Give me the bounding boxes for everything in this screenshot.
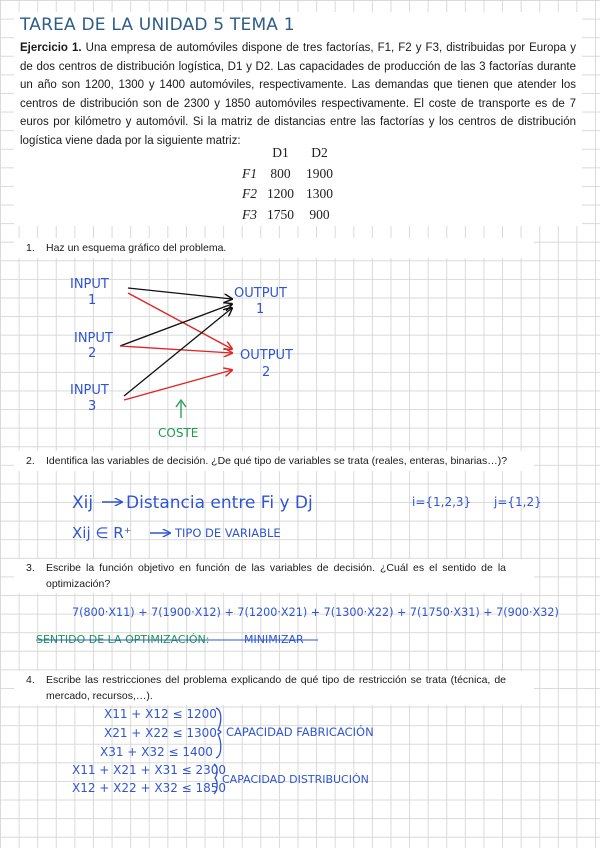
q2-type-label: TIPO DE VARIABLE [175, 526, 281, 540]
arrow-black [128, 288, 232, 299]
output-2-number: 2 [262, 365, 271, 380]
output-2-label: OUTPUT [240, 348, 293, 363]
matrix-row-label: F3 [242, 206, 257, 222]
q2-definition: Distancia entre Fi y Dj [126, 493, 313, 513]
matrix-row-label: F2 [242, 186, 257, 202]
q2-index-i: i={1,2,3} [412, 495, 472, 509]
coste-label: COSTE [158, 426, 199, 440]
question-number: 4. [26, 674, 35, 686]
matrix-cell: 800 [270, 165, 291, 181]
q4-answer [72, 707, 374, 795]
q3-sense-value: MINIMIZAR [244, 633, 304, 646]
matrix-cell: 900 [309, 206, 330, 222]
question-text: Escribe las restricciones del problema explicando de qué tipo de restricción se trata (técnica, de mercado, recursos,…). [46, 674, 506, 702]
q4-capacity-constraint: X31 + X32 ≤ 1400 [100, 745, 213, 759]
q4-demand-constraint: X11 + X21 + X31 ≤ 2300 [72, 763, 227, 777]
exercise-label: Ejercicio 1. [20, 42, 82, 54]
question-text: Haz un esquema gráfico del problema. [46, 242, 227, 254]
q2-variable: Xij [72, 493, 94, 513]
question-number: 2. [26, 455, 35, 467]
q2-answer [72, 493, 542, 542]
input-3-number: 3 [88, 399, 97, 414]
input-2-number: 2 [88, 346, 97, 361]
matrix-row-label: F1 [242, 165, 257, 181]
input-1-number: 1 [88, 293, 97, 308]
output-1-number: 1 [256, 302, 265, 317]
q4-demand-constraint: X12 + X22 + X32 ≤ 1850 [72, 781, 227, 795]
input-3-label: INPUT [70, 383, 109, 398]
page-title: TAREA DE LA UNIDAD 5 TEMA 1 [20, 15, 295, 35]
diagram-labels [70, 277, 293, 414]
q2-domain: Xij ∈ R⁺ [72, 524, 132, 542]
question-text: Identifica las variables de decisión. ¿De qué tipo de variables se trata (reales, enteras, binarias…)? [46, 455, 508, 467]
input-1-label: INPUT [70, 277, 109, 292]
matrix-col-header: D1 [272, 145, 289, 161]
diagram-arrows [120, 288, 232, 418]
q3-objective-function: 7(800·X11) + 7(1900·X12) + 7(1200·X21) + 7(1300·X22) + 7(1750·X31) + 7(900·X32) [72, 606, 559, 619]
matrix-cell: 1300 [306, 186, 333, 202]
exercise-text: Una empresa de automóviles dispone de tres factorías, F1, F2 y F3, distribuidas por Europa y de dos centros de distribución logística, D1 y D2. Las capacidades de producción de las 3 factorías durante un año son 1200, 1300 y 1400 automóviles, respectivamente. Las demandas que tienen que atender los centros de distribución son de 2300 y 1850 automóviles respectivamente. El coste de transporte es de 7 euros por kilómetro y automóvil. Si la matriz de distancias entre las factorías y los centros de distribución logística viene dada por la siguiente matriz: [20, 42, 576, 147]
arrow-red [120, 346, 232, 353]
matrix-col-header: D2 [311, 145, 328, 161]
arrow-red [124, 370, 232, 400]
matrix-cell: 1900 [306, 165, 333, 181]
matrix-cell: 1750 [267, 206, 294, 222]
question-number: 3. [26, 562, 35, 574]
input-2-label: INPUT [74, 331, 113, 346]
q4-demand-label: CAPACIDAD DISTRIBUCIÓN [222, 773, 369, 786]
q3-sense [36, 633, 318, 646]
q3-sense-label: SENTIDO DE LA OPTIMIZACIÓN: [36, 633, 210, 646]
question-text: Escribe la función objetivo en función de las variables de decisión. ¿Cuál es el sentido de la optimización? [46, 562, 506, 590]
q4-capacity-constraint: X21 + X22 ≤ 1300 [104, 726, 217, 740]
q4-capacity-label: CAPACIDAD FABRICACIÓN [226, 725, 374, 739]
q2-index-j: j={1,2} [494, 495, 542, 509]
output-1-label: OUTPUT [234, 286, 287, 301]
q4-capacity-constraint: X11 + X12 ≤ 1200 [104, 707, 217, 721]
matrix-cell: 1200 [267, 186, 294, 202]
question-number: 1. [26, 242, 35, 254]
